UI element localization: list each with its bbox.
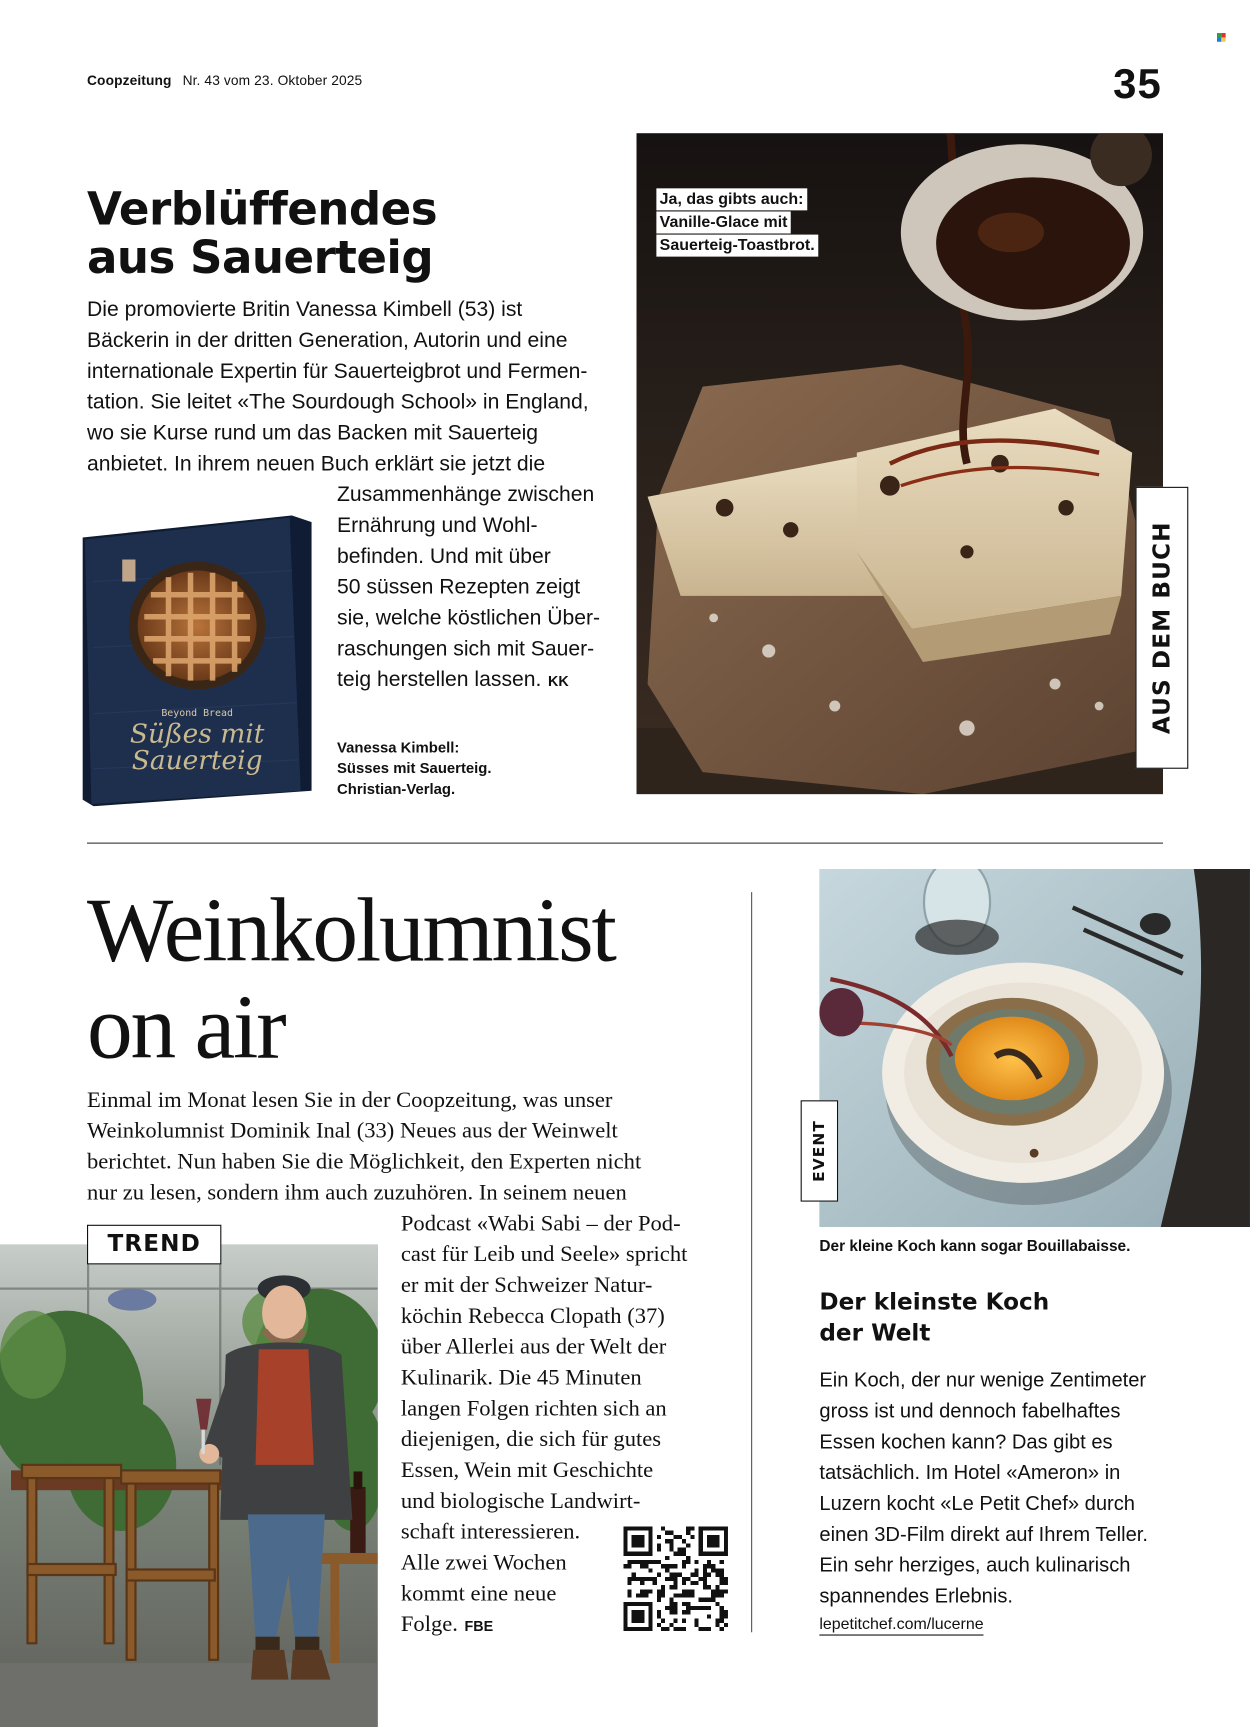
- petit-chef-link[interactable]: lepetitchef.com/lucerne: [819, 1616, 983, 1636]
- svg-text:Beyond Bread: Beyond Bread: [161, 707, 233, 719]
- petit-chef-photo: [819, 869, 1250, 1227]
- petit-chef-body: Ein Koch, der nur wenige Zentimeter gross ist und dennoch fabelhaftes Essen kochen kann? Das gibt es tatsächlich. Im Hotel «Ameron» in Luzern kocht «Le Petit Chef» durch einen 3D-Film direkt auf Ihrem Teller. Ein sehr herziges, auch kulinarisch spannendes Erlebnis.: [819, 1367, 1148, 1607]
- color-registration-icon: [1217, 33, 1226, 42]
- petit-chef-photo-caption: Der kleine Koch kann sogar Bouillabaisse.: [819, 1236, 1131, 1255]
- section-divider: [87, 843, 1163, 844]
- tag-trend: TREND: [87, 1225, 221, 1265]
- book-cover-image: [83, 515, 312, 806]
- author-signature: FBE: [464, 1617, 494, 1635]
- sourdough-body: Die promovierte Britin Vanessa Kimbell (53) ist Bäckerin in der dritten Generation, Autorin und eine internationale Expertin für Sauerteigbrot und Fermen- tation. Sie leitet «The Sourdough School» in England, wo sie Kurse rund um das Backen mit Sauerteig anbietet. In ihrem neuen Buch erklärt sie jetzt die: [87, 298, 589, 476]
- headline-sourdough: Verblüffendes aus Sauerteig: [87, 182, 438, 285]
- issue-info: Nr. 43 vom 23. Oktober 2025: [182, 72, 363, 89]
- sourdough-body-wrap: Zusammenhänge zwischen Ernährung und Wohl- befinden. Und mit über 50 süssen Rezepten zeigt sie, welche köstlichen Über- raschungen sich mit Sauer- teig herstellen lassen. KK: [336, 483, 601, 692]
- qr-code-icon[interactable]: [623, 1527, 728, 1632]
- column-divider: [751, 892, 752, 1632]
- headline-wine: Weinkolumnist on air: [87, 878, 615, 1078]
- headline-petit-chef: Der kleinste Koch der Welt: [819, 1288, 1050, 1346]
- section-label-event: EVENT: [801, 1100, 838, 1201]
- svg-text:Sauerteig: Sauerteig: [131, 744, 263, 776]
- wine-body-wrap: Podcast «Wabi Sabi – der Pod- cast für Leib und Seele» spricht er mit der Schweizer Natur- köchin Rebecca Clopath (37) über Allerlei aus der Welt der Kulinarik. Die 45 Minuten langen Folgen richten sich an diejenigen, die sich für gutes Essen, Wein mit Geschichte und biologische Landwirt- schaft interessieren. Alle zwei Wochen kommt eine neue Folge. FBE: [400, 1211, 688, 1637]
- section-label-aus-dem-buch: AUS DEM BUCH: [1135, 487, 1188, 769]
- book-caption: Vanessa Kimbell: Süsses mit Sauerteig. Christian-Verlag.: [336, 739, 492, 798]
- svg-text:Süßes mit: Süßes mit: [129, 718, 265, 750]
- author-signature: KK: [548, 672, 569, 690]
- page-number: 35: [1113, 61, 1162, 108]
- masthead: [87, 73, 362, 88]
- wine-columnist-photo: [0, 1245, 378, 1727]
- publication-name: Coopzeitung: [87, 72, 172, 89]
- ice-cream-photo-caption: Ja, das gibts auch: Vanille-Glace mit Sauerteig-Toastbrot.: [656, 188, 818, 257]
- wine-body: Einmal im Monat lesen Sie in der Coopzeitung, was unser Weinkolumnist Dominik Inal (33) Neues aus der Weinwelt berichtet. Nun haben Sie die Möglichkeit, den Experten nicht nur zu lesen, sondern ihm auch zuzuhören. In seinem neuen: [87, 1088, 642, 1205]
